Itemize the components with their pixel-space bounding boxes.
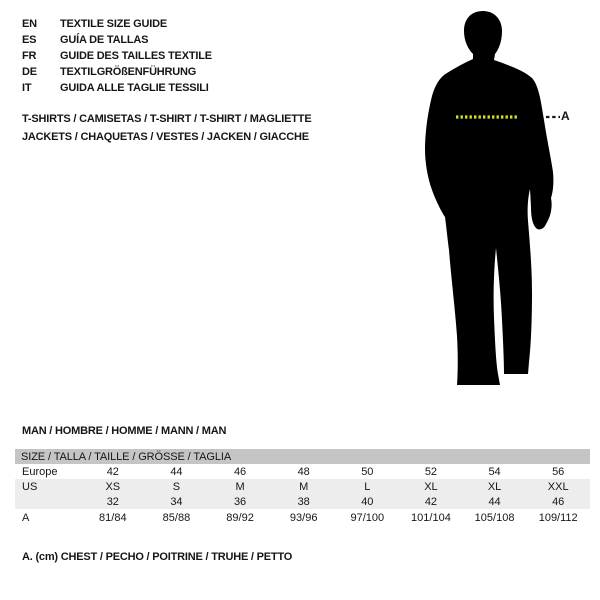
- category-tshirts: T-SHIRTS / CAMISETAS / T-SHIRT / T-SHIRT / MAGLIETTE: [22, 113, 312, 125]
- size-row-chest: [15, 509, 590, 527]
- size-table: [15, 449, 590, 527]
- size-cell: 44: [488, 495, 501, 508]
- category-jackets: JACKETS / CHAQUETAS / VESTES / JACKEN / GIACCHE: [22, 131, 309, 143]
- size-cell: M: [235, 480, 245, 493]
- size-cell: 48: [297, 465, 310, 478]
- size-cell: 38: [297, 495, 310, 508]
- language-row-de: [22, 64, 212, 80]
- language-label: GUIDA ALLE TAGLIE TESSILI: [60, 82, 209, 94]
- size-cell: 85/88: [162, 512, 191, 524]
- size-cell: 89/92: [226, 512, 254, 524]
- size-row-us: [15, 479, 590, 494]
- language-list: [22, 16, 212, 96]
- size-cell: 101/104: [411, 512, 451, 524]
- size-cell: 32: [106, 495, 119, 508]
- garment-categories: [22, 110, 311, 146]
- size-cell: 109/112: [538, 512, 578, 524]
- language-row-en: [22, 16, 212, 32]
- size-cell: 46: [233, 465, 247, 478]
- size-cell: 40: [361, 495, 374, 508]
- size-cell: XL: [487, 480, 502, 493]
- man-silhouette-figure: [405, 5, 600, 397]
- size-row-europe: [15, 464, 590, 479]
- man-silhouette: [425, 11, 553, 385]
- row-label: A: [22, 512, 30, 524]
- size-cell: 105/108: [474, 512, 515, 524]
- size-cell: XXL: [547, 480, 569, 493]
- measure-label-a: A: [561, 109, 570, 123]
- size-cell: XL: [424, 480, 438, 493]
- size-cell: 50: [361, 465, 374, 478]
- language-label: TEXTILGRÖßENFÜHRUNG: [60, 66, 197, 78]
- size-cell: 97/100: [350, 512, 385, 524]
- row-label: Europe: [22, 465, 58, 478]
- language-row-fr: [22, 48, 212, 64]
- size-cell: XS: [105, 480, 121, 493]
- language-row-it: [22, 80, 212, 96]
- language-label: GUÍA DE TALLAS: [60, 34, 149, 46]
- section-title-man: MAN / HOMBRE / HOMME / MANN / MAN: [22, 425, 227, 437]
- size-cell: S: [172, 480, 181, 493]
- size-cell: 42: [424, 495, 438, 508]
- language-label: TEXTILE SIZE GUIDE: [60, 18, 168, 30]
- size-cell: 34: [170, 495, 183, 508]
- chest-measure-footnote: A. (cm) CHEST / PECHO / POITRINE / TRUHE / PETTO: [22, 551, 293, 563]
- size-cell: 54: [488, 465, 501, 478]
- language-code: DE: [22, 66, 37, 78]
- language-row-es: [22, 32, 212, 48]
- language-code: EN: [22, 18, 37, 30]
- size-cell: 42: [106, 465, 119, 478]
- row-label: US: [22, 480, 38, 493]
- size-cell: M: [299, 480, 309, 493]
- size-cell: 56: [552, 465, 565, 478]
- language-code: FR: [22, 50, 37, 62]
- size-cell: L: [364, 480, 371, 493]
- size-cell: 93/96: [289, 512, 318, 524]
- size-table-header-row: [15, 449, 590, 464]
- size-table-header-label: SIZE / TALLA / TAILLE / GRÖSSE / TAGLIA: [21, 450, 232, 463]
- language-code: ES: [22, 34, 37, 46]
- size-cell: 46: [552, 495, 565, 508]
- size-cell: 44: [170, 465, 183, 478]
- size-row-numeric: [15, 494, 590, 509]
- size-cell: 52: [424, 465, 438, 478]
- language-code: IT: [22, 82, 32, 94]
- size-cell: 36: [233, 495, 247, 508]
- size-cell: 81/84: [99, 512, 127, 524]
- language-label: GUIDE DES TAILLES TEXTILE: [60, 50, 212, 62]
